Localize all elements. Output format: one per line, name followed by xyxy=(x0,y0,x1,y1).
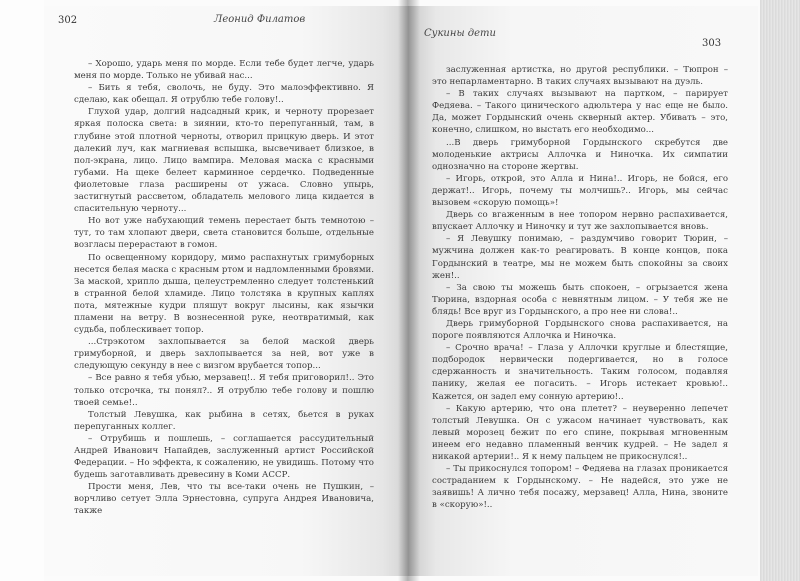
paragraph: Но вот уже набухающий темень перестает быть темнотою – тут, то там хлопают двери, света становится больше, отдельные возгласы перерастают в гомон. xyxy=(74,216,374,251)
paragraph: Толстый Левушка, как рыбина в сетях, бьется в руках перепуганных коллег. xyxy=(74,409,374,432)
right-running-head: Сукины дети xyxy=(424,28,496,39)
paragraph: – Ты прикоснулся топором! – Федяева на глазах проникается состраданием к Гордынскому. – Не надейся, это уже не заявишь! А лично тебя посажу, мерзавец! Алла, Нина, звоните в «скорую»!.. xyxy=(432,464,728,511)
left-page-text xyxy=(74,58,374,518)
paragraph: ...В дверь гримуборной Гордынского скребутся две молоденькие актрисы Аллочка и Ниночка. Их симпатии однозначно на стороне жертвы. xyxy=(432,137,728,172)
paragraph: Глухой удар, долгий надсадный крик, и черноту прорезает яркая полоска света: в зиянии, кто-то перепуганный, там, в глубине этой плотной черноты, отворил прицкую дверь. И этот далекий луч, как магниевая вспышка, высвечивает близкое, в пол-экрана, лицо. Лицо вампира. Меловая маска с красными губами. На щеке белеет карминное сердечко. Подведенные фиолетовые глаза расширены от ужаса. Словно упырь, застигнутый рассветом, обладатель мелового лица кидается в спасительную черноту... xyxy=(74,107,374,215)
paragraph: – Бить я тебя, сволочь, не буду. Это малоэффективно. Я сделаю, как обещал. Я отрублю тебе голову!.. xyxy=(74,83,374,106)
paragraph: – Хорошо, ударь меня по морде. Если тебе будет легче, ударь меня по морде. Только не убивай нас... xyxy=(74,59,374,82)
paragraph: – Какую артерию, что она плетет? – неуверенно лепечет толстый Левушка. Он с ужасом начинает чувствовать, как левый морозец бежит по его спине, покрывая мгновенным инеем его недавно пламенный венчик кудрей. – Не задел я никакой артерии!.. Я к нему пальцем не прикоснулся!.. xyxy=(432,403,728,462)
left-margin xyxy=(0,0,44,581)
paragraph: – Я Левушку понимаю, – раздумчиво говорит Тюрин, – мужчина должен как-то реагировать. В конце концов, пока Гордынский в театре, мы не можем быть спокойны за своих жен!.. xyxy=(432,234,728,281)
left-page-number: 302 xyxy=(58,15,78,26)
left-running-head: Леонид Филатов xyxy=(214,14,306,25)
paragraph: – Все равно я тебя убью, мерзавец!.. Я тебя приговорил!.. Это только отсрочка, ты понял?.. Я отрублю тебе голову и пошлю твоей семье!.. xyxy=(74,373,374,408)
paragraph: По освещенному коридору, мимо распахнутых гримуборных несется белая маска с красным ртом и надломленными бровями. За маской, хрипло дыша, целеустремленно следует толстенький в странной белой хламиде. Лицо толстяка в крупных каплях пота, мятежные кудри пляшут вокруг лысины, как язычки пламени на ветру. В вознесенной руке, неотвратимый, как судьба, поблескивает топор. xyxy=(74,252,374,336)
page-edges xyxy=(760,0,800,581)
paragraph: – Игорь, открой, это Алла и Нина!.. Игорь, не бойся, его держат!.. Игорь, почему ты молчишь?.. Игорь, мы сейчас вызовем «скорую помощь»! xyxy=(432,173,728,209)
right-page-number: 303 xyxy=(702,38,722,49)
right-page xyxy=(408,6,758,576)
paragraph: Прости меня, Лев, что ты все-таки очень не Пушкин, – ворчливо сетует Элла Эрнестовна, супруга Андрея Ивановича, также xyxy=(74,482,374,517)
paragraph: Дверь гримуборной Гордынского снова распахивается, на пороге появляются Аллочка и Ниночка. xyxy=(432,318,728,342)
paragraph: – Отрубишь и пошлешь, – соглашается рассудительный Андрей Иванович Напайдев, заслуженный артист Российской Федерации. – Но эффекта, к сожалению, не увидишь. Потому что будешь заготавливать древесину в Коми АССР. xyxy=(74,433,374,481)
left-page xyxy=(44,6,412,576)
paragraph: ...Стрэкотом захлопывается за белой маской дверь гримуборной, и дверь захлопывается за ней, вот уже в следующую секунду в нее с визгом врубается топор... xyxy=(74,337,374,372)
paragraph: – В таких случаях вызывают на партком, – парирует Федяева. – Такого цинического адюльтера у нас еще не было. Да, может Гордынский очень скверный актер. Убивать – это, конечно, слишком, но выстать его необходимо... xyxy=(432,89,728,136)
paragraph: – Срочно врача! – Глаза у Аллочки круглые и блестящие, подбородок нервически подергивается, но в голосе сдержанность и значительность. Таким голосом, подавляя панику, желая ее погасить. – Игорь истекает кровью!.. Кажется, он задел ему сонную артерию!.. xyxy=(432,343,728,402)
paragraph: – За свою ты можешь быть спокоен, – огрызается жена Тюрина, вздорная особа с невнятным лицом. – У тебя же не блядь! Все вруг из Гордынского, а про нее ни слова!.. xyxy=(432,282,728,317)
right-page-text xyxy=(432,64,728,511)
paragraph: Дверь со вгаженным в нее топором нервно распахивается, впускает Аллочку и Ниночку и тут же захлопывается вновь. xyxy=(432,210,728,233)
paragraph: заслуженная артистка, но другой республики. – Тюпрон – это непарламентарно. В таких случаях вызывают на дуэль. xyxy=(432,65,728,88)
book-gutter xyxy=(398,0,420,581)
